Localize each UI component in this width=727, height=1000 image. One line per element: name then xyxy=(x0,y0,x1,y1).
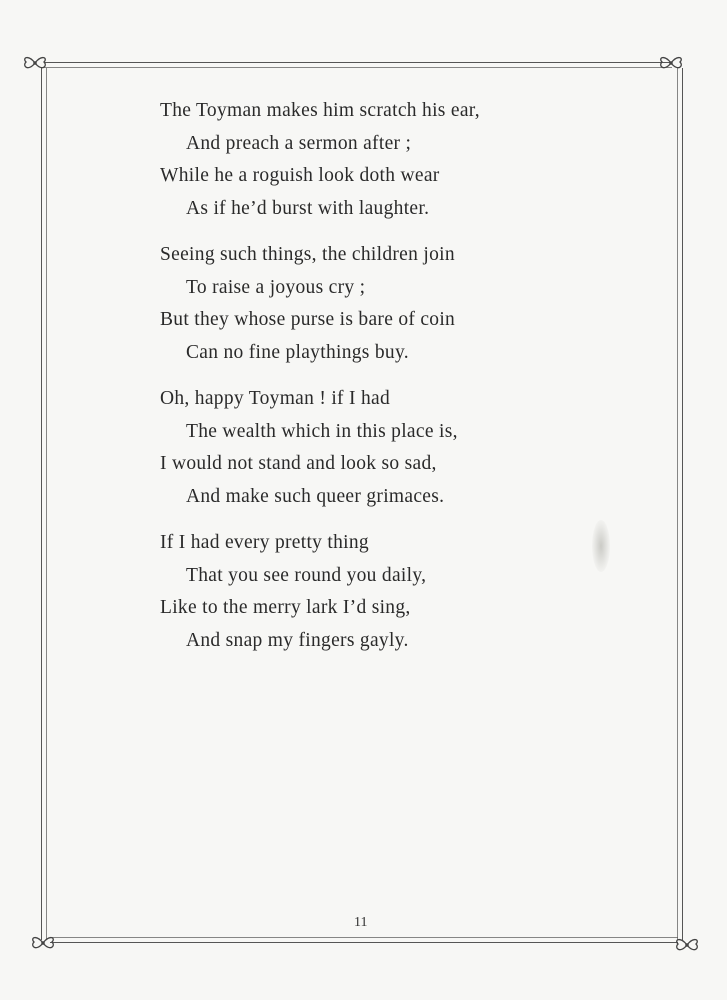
border-rule-top xyxy=(44,62,672,63)
stanza xyxy=(160,95,600,225)
stanza xyxy=(160,239,600,369)
poem-line: If I had every pretty thing xyxy=(160,532,369,553)
poem-line: While he a roguish look doth wear xyxy=(160,165,440,186)
poem-line: As if he’d burst with laughter. xyxy=(186,197,430,219)
poem-line: And preach a sermon after ; xyxy=(186,132,412,154)
fleuron-corner-icon xyxy=(672,930,702,960)
fleuron-corner-icon xyxy=(28,928,58,958)
poem-line: Oh, happy Toyman ! if I had xyxy=(160,388,391,409)
stanza xyxy=(160,383,600,513)
poem-line: That you see round you daily, xyxy=(186,564,427,586)
border-rule-top-inner xyxy=(44,67,672,68)
border-rule-bottom-inner xyxy=(50,937,678,938)
border-rule-left xyxy=(41,68,42,940)
border-rule-right xyxy=(682,68,683,940)
stanza xyxy=(160,527,600,657)
poem-line: The Toyman makes him scratch his ear, xyxy=(160,100,480,121)
fleuron-corner-icon xyxy=(656,48,686,78)
poem-line: To raise a joyous cry ; xyxy=(186,276,366,298)
poem xyxy=(160,95,600,671)
border-rule-left-inner xyxy=(46,68,47,940)
border-rule-bottom xyxy=(50,942,678,943)
poem-line: And snap my fingers gayly. xyxy=(186,629,409,651)
poem-line: But they whose purse is bare of coin xyxy=(160,309,456,330)
poem-line: And make such queer grimaces. xyxy=(186,485,445,507)
page-number: 11 xyxy=(354,915,368,930)
poem-line: I would not stand and look so sad, xyxy=(160,453,437,474)
fleuron-corner-icon xyxy=(20,48,50,78)
poem-line: Seeing such things, the children join xyxy=(160,244,455,265)
poem-line: Like to the merry lark I’d sing, xyxy=(160,597,411,618)
poem-line: Can no fine playthings buy. xyxy=(186,341,409,363)
border-rule-right-inner xyxy=(677,68,678,940)
poem-line: The wealth which in this place is, xyxy=(186,420,458,442)
